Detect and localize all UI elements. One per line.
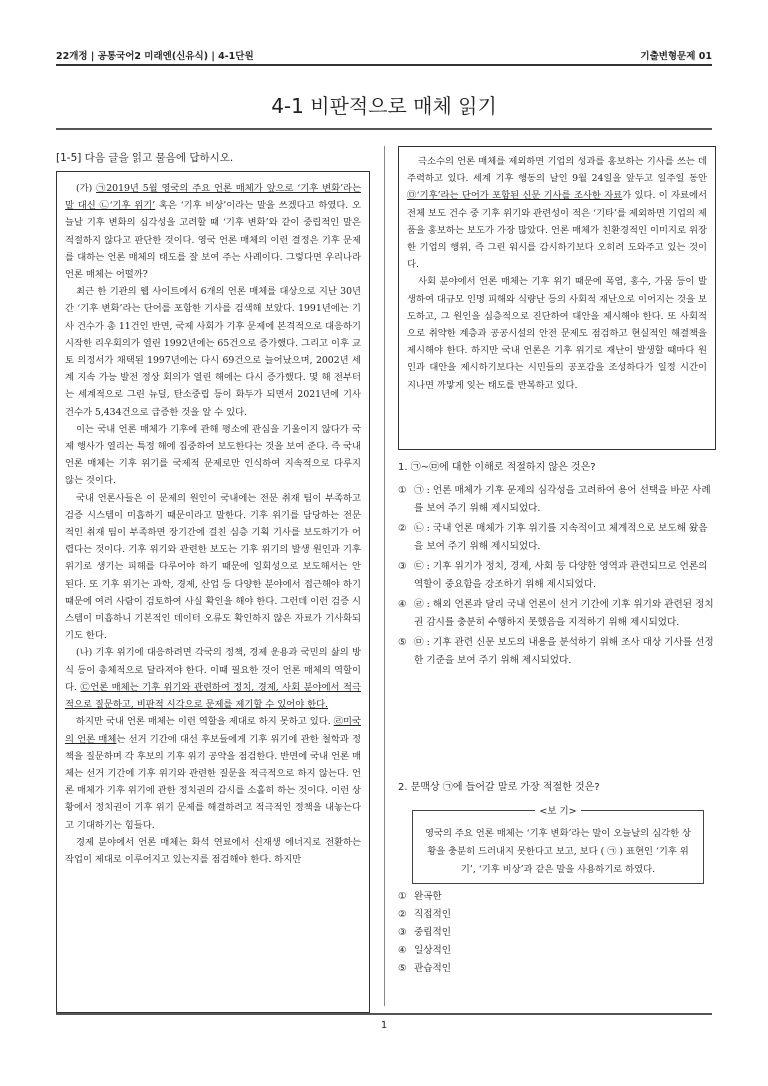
option-number: ⑤ xyxy=(398,963,407,974)
passage-paragraph xyxy=(65,421,361,490)
option-text: ㉣ : 해외 언론과 달리 국내 언론이 선거 기간에 기후 위기와 관련된 정치권 감시를 충분히 수행하지 못했음을 지적하기 위해 제시되었다. xyxy=(414,599,714,628)
passage-box-left xyxy=(56,171,370,1013)
bogi-label: <보 기> xyxy=(535,806,580,817)
passage-text: 최근 한 기관의 웹 사이트에서 6개의 언론 매체를 대상으로 지난 30년간 ‘기후 변화’라는 단어를 포함한 기사를 검색해 보았다. 1991년에는 기사 건수가 총 11건인 반면, 국제 사회가 기후 문제에 본격적으로 대응하기 시작한 리우회의가 열린 1992년에는 65건으로 증가했다. 그리고 이후 교토 의정서가 채택된 1997년에는 다시 69건으로 늘어났으며, 2002년 세계 지속 가능 발전 정상 회의가 열린 해에는 다시 증가했다. 몇 해 전부터는 세계적으로 그린 뉴딜, 탄소중립 등이 화두가 되면서 2021년에 기사 건수가 5,434건으로 급증한 것을 알 수 있다. xyxy=(65,286,361,418)
passage-paragraph xyxy=(407,153,707,273)
answer-option xyxy=(398,634,714,670)
answer-option xyxy=(398,482,714,518)
answer-option xyxy=(398,960,714,978)
header-rule xyxy=(56,64,712,66)
option-number: ② xyxy=(398,523,407,534)
passage-text: 극소수의 언론 매체를 제외하면 기업의 성과를 홍보하는 기사를 쓰는 데 주력하고 있다. 세계 기후 행동의 날인 9월 24일을 앞두고 일주일 동안 xyxy=(407,156,707,185)
option-text: 관습적인 xyxy=(414,963,452,974)
passage-text: 국내 언론사들은 이 문제의 원인이 국내에는 전문 취재 팀이 부족하고 검증 시스템이 미흡하기 때문이라고 말한다. 기후 위기를 담당하는 전문적인 취재 팀이 부족하면 장기간에 걸친 심층 기획 기사를 보도하기가 어렵다는 것이다. 기후 위기와 관련한 보도는 기후 위기의 발생 원인과 기후 위기로 생기는 피해를 다루어야 하기 때문에 일회성으로 보도해서는 안 된다. 또 기후 위기는 과학, 경제, 산업 등 다양한 분야에서 접근해야 하기 때문에 여러 사람이 검토하여 사실 확인을 해야 한다. 그런데 이런 검증 시스템이 미흡하니 기본적인 데이터 오류도 확인하지 않은 자료가 기사화되기도 한다. xyxy=(65,492,361,642)
passage-paragraph xyxy=(65,180,361,283)
passage-text: 혹은 ‘기후 비상’이라는 말을 쓰겠다고 하였다. 오늘날 기후 변화의 심각성을 고려할 때 ‘기후 변화’와 같이 중립적인 말은 적절하지 않다고 판단한 것이다. 영국 언론 매체의 이런 결정은 기후 문제를 대하는 언론 매체의 태도를 잘 보여 주는 사례이다. 그렇다면 우리나라 언론 매체는 어떨까? xyxy=(65,200,361,281)
passage-paragraph xyxy=(65,644,361,713)
option-text: ㉡ : 국내 언론 매체가 기후 위기를 지속적이고 체계적으로 보도해 왔음을 보여 주기 위해 제시되었다. xyxy=(414,523,708,552)
bogi-box xyxy=(412,806,704,884)
question-1 xyxy=(398,460,714,672)
page-header xyxy=(56,48,712,62)
passage-paragraph xyxy=(65,713,361,833)
passage-paragraph xyxy=(65,283,361,421)
answer-option xyxy=(398,596,714,632)
passage-box-right xyxy=(398,146,716,450)
page-title: 4-1 비판적으로 매체 읽기 xyxy=(271,94,497,118)
column-divider xyxy=(384,146,385,1006)
page-number: 1 xyxy=(380,1020,388,1031)
passage-text: 하지만 국내 언론 매체는 이런 역할을 제대로 하지 못하고 있다. xyxy=(76,716,334,728)
passage-text: 는 선거 기간에 대선 후보들에게 기후 위기에 관한 철학과 정책을 질문하며 각 후보의 기후 위기 공약을 점검한다. 반면에 국내 언론 매체는 선거 기간에 기후 위기와 관련한 질문을 적극적으로 하지 않는다. 언론 매체가 기후 위기에 관한 정치권의 감시를 소홀히 하는 것이다. 이런 상황에서 정치권이 기후 위기 문제를 해결하려고 적극적인 정책을 내놓는다고 기대하기는 힘들다. xyxy=(65,733,361,831)
option-text: ㉤ : 기후 관련 신문 보도의 내용을 분석하기 위해 조사 대상 기사를 선정한 기준을 보여 주기 위해 제시되었다. xyxy=(414,637,714,666)
question-2-options xyxy=(398,888,714,978)
passage-text: ㉣미국의 언론 매체 xyxy=(65,716,361,745)
header-left: 22개정 | 공통국어2 미래엔(신유식) | 4-1단원 xyxy=(56,51,254,62)
passage-text: 이는 국내 언론 매체가 기후에 관해 평소에 관심을 기울이지 않다가 국제 행사가 열리는 특정 해에 집중하여 보도한다는 것을 보여 준다. 즉 국내 언론 매체는 기후 위기를 국제적 문제로만 인식하여 지속적으로 다루지 않는 것이다. xyxy=(65,423,361,487)
instruction: [1-5] 다음 글을 읽고 물음에 답하시오. xyxy=(56,152,234,164)
option-number: ③ xyxy=(398,561,407,572)
passage-text: (나) 기후 위기에 대응하려면 각국의 정책, 경제 운용과 국민의 삶의 방식 등이 총체적으로 달라져야 한다. 이때 필요한 것이 언론 매체의 역할이다. xyxy=(65,647,361,693)
option-text: 일상적인 xyxy=(414,945,452,956)
question-2 xyxy=(398,780,714,796)
answer-option xyxy=(398,942,714,960)
option-text: ㉢ : 기후 위기가 정치, 경제, 사회 등 다양한 영역과 관련되므로 언론의 역할이 중요함을 강조하기 위해 제시되었다. xyxy=(414,561,708,590)
option-text: 직접적인 xyxy=(414,909,452,920)
passage-paragraph xyxy=(65,834,361,868)
option-number: ① xyxy=(398,891,407,902)
option-text: 완곡한 xyxy=(414,891,442,902)
answer-option xyxy=(398,888,714,906)
option-number: ④ xyxy=(398,599,407,610)
option-number: ⑤ xyxy=(398,637,407,648)
passage-text: ㉤‘기후’라는 단어가 포함된 신문 기사를 조사한 자료 xyxy=(407,190,623,202)
passage-text: ㉠2019년 5월 영국의 주요 언론 매체가 앞으로 ‘기후 변화’라는 말 대신 ㉡‘기후 위기’ xyxy=(65,183,361,212)
option-number: ④ xyxy=(398,945,407,956)
passage-text: 경제 분야에서 언론 매체는 화석 연료에서 신재생 에너지로 전환하는 작업이 제대로 이루어지고 있는지를 점검해야 한다. 하지만 xyxy=(65,836,361,865)
option-number: ③ xyxy=(398,927,407,938)
answer-option xyxy=(398,924,714,942)
option-text: ㉠ : 언론 매체가 기후 문제의 심각성을 고려하여 용어 선택을 바꾼 사례를 보여 주기 위해 제시되었다. xyxy=(414,485,711,514)
option-text: 중립적인 xyxy=(414,927,452,938)
header-right: 기출변형문제 01 xyxy=(640,51,712,62)
passage-text: (가) xyxy=(76,183,97,194)
option-number: ① xyxy=(398,485,407,496)
bogi-text: 영국의 주요 언론 매체는 ‘기후 변화’라는 말이 오늘날의 심각한 상황을 충분히 드러내지 못한다고 보고, 보다 ( ㉠ ) 표현인 ‘기후 위기’, ‘기후 비상’과 같은 말을 사용하기로 하였다. xyxy=(424,828,691,875)
question-1-stem: 1. ㉠~㉤에 대한 이해로 적절하지 않은 것은? xyxy=(398,462,596,473)
answer-option xyxy=(398,906,714,924)
answer-option xyxy=(398,558,714,594)
option-number: ② xyxy=(398,909,407,920)
answer-option xyxy=(398,520,714,556)
passage-text: 가 있다. 이 자료에서 전체 보도 건수 중 기후 위기와 관련성이 적은 ‘기타’를 제외하면 기업의 제품을 홍보하는 보도가 가장 많았다. 언론 매체가 친환경적인 이미지로 위장한 기업의 행위, 즉 그린 워시를 감시하기보다 오히려 도와주고 있는 것이다. xyxy=(407,190,708,271)
title-rule xyxy=(56,128,712,130)
question-2-stem: 2. 문맥상 ㉠에 들어갈 말로 가장 적절한 것은? xyxy=(398,782,600,793)
footer-rule xyxy=(56,1013,712,1015)
passage-text: 사회 분야에서 언론 매체는 기후 위기 때문에 폭염, 홍수, 가뭄 등이 발생하여 대규모 인명 피해와 식량난 등의 사회적 재난으로 이어지는 것을 보도하고, 그 원인을 심층적으로 진단하여 대안을 제시해야 한다. 또 사회적으로 취약한 계층과 공공시설의 안전 문제도 점검하고 현실적인 해결책을 제시해야 한다. 하지만 국내 언론은 기후 위기로 재난이 발생할 때마다 원인과 대안을 제시하기보다는 시민들의 공포감을 조성하다가 일정 시간이 지나면 까맣게 잊는 태도를 반복하고 있다. xyxy=(407,276,707,391)
passage-paragraph xyxy=(407,273,707,393)
passage-paragraph xyxy=(65,490,361,645)
passage-text: ㉢언론 매체는 기후 위기와 관련하여 정치, 경제, 사회 분야에서 적극적으로 질문하고, 비판적 시각으로 문제를 제기할 수 있어야 한다. xyxy=(65,681,361,711)
